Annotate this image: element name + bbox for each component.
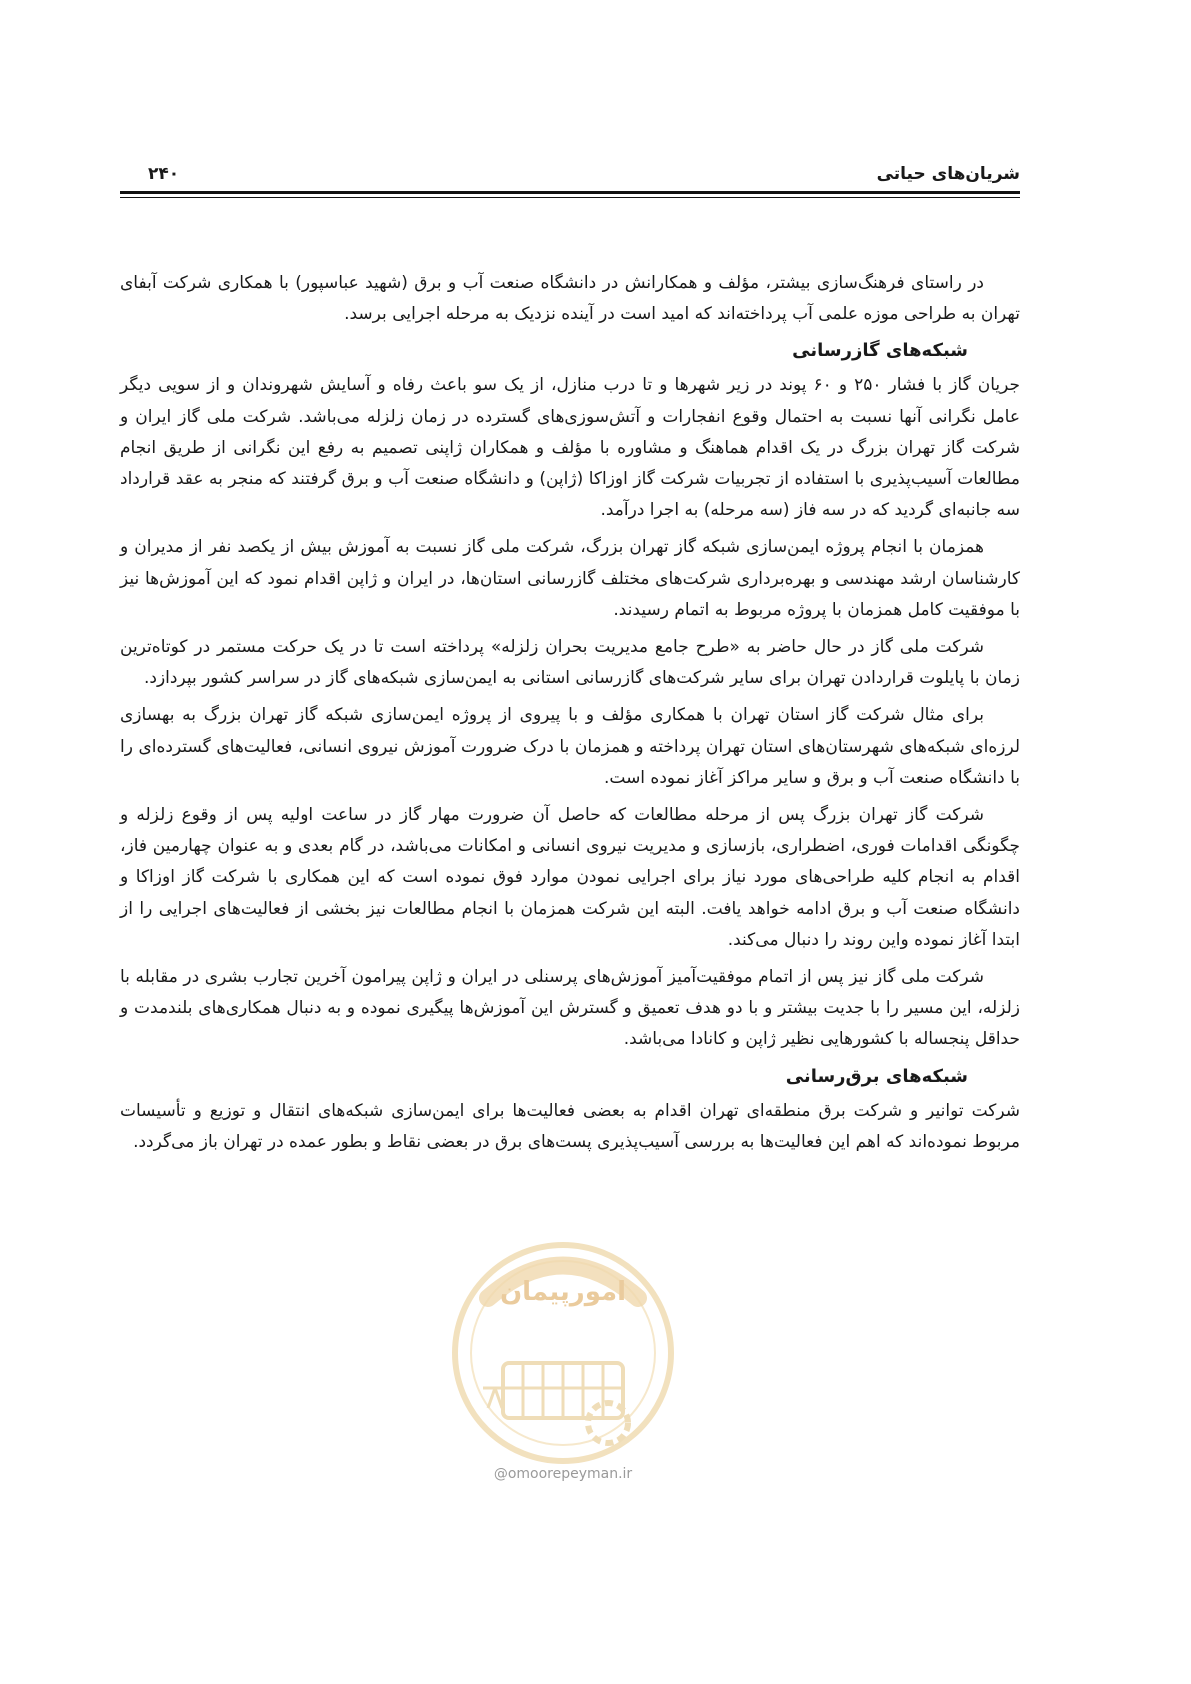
page-header [120, 160, 1020, 190]
paragraph-gas-master-plan: شرکت ملی گاز در حال حاضر به «طرح جامع مدیریت بحران زلزله» پرداخته است تا در یک حرکت مستمر در کوتاه‌ترین زمان با پایلوت قراردادن تهران برای سایر شرکت‌های گازرسانی استانی به ایمن‌سازی شبکه‌های گاز در سراسر کشور بپردازد. [120, 637, 1020, 689]
section-heading-power-networks: شبکه‌های برق‌رسانی [785, 1065, 968, 1087]
paragraph-gas-tehran-province: برای مثال شرکت گاز استان تهران با همکاری مؤلف و با پیروی از پروژه ایمن‌سازی شبکه گاز تهران بزرگ به بهسازی لرزه‌ای شبکه‌های شهرستان‌های استان تهران پرداخته و همزمان با درک ضرورت آموزش نیروی انسانی، فعالیت‌های گسترده‌ای را با دانشگاه صنعت آب و برق و سایر مراکز آغاز نموده است. [120, 705, 1020, 788]
paragraph-gas-tehran-phases: شرکت گاز تهران بزرگ پس از مرحله مطالعات که حاصل آن ضرورت مهار گاز در ساعت اولیه پس از وقوع زلزله و چگونگی اقدامات فوری، اضطراری، بازسازی و مدیریت نیروی انسانی و امکانات می‌باشد، در گام بعدی و به عنوان چهارمین فاز، اقدام به انجام کلیه طراحی‌های مورد نیاز برای اجرایی نمودن موارد فوق نموده است که این همکاری با شرکت گاز اوزاکا و دانشگاه صنعت آب و برق ادامه خواهد یافت. البته این شرکت همزمان با انجام مطالعات نیز بخشی از فعالیت‌های اجرایی را از ابتدا آغاز نموده واین روند را دنبال می‌کند. [120, 805, 1020, 950]
watermark-logo [448, 1238, 678, 1468]
paragraph-gas-intro: جریان گاز با فشار ۲۵۰ و ۶۰ پوند در زیر شهرها و تا درب منازل، از یک سو باعث رفاه و آسایش شهروندان و از سویی دیگر عامل نگرانی آنها نسبت به احتمال وقوع انفجارات و آتش‌سوزی‌های گسترده در زمان زلزله می‌باشد. شرکت ملی گاز ایران و شرکت گاز تهران بزرگ در یک اقدام هماهنگ و مشاوره با مؤلف و همکاران ژاپنی تصمیم به رفع این نگرانی از طریق انجام مطالعات آسیب‌پذیری با استفاده از تجربیات شرکت گاز اوزاکا (ژاپن) و دانشگاه صنعت آب و برق گرفتند که منجر به عقد قرارداد سه جانبه‌ای گردید که در سه فاز (سه مرحله) به اجرا درآمد. [120, 375, 1020, 521]
running-title: شریان‌های حیاتی [876, 164, 1020, 184]
section-heading-gas-networks: شبکه‌های گازرسانی [792, 340, 968, 362]
paragraph-gas-training: همزمان با انجام پروژه ایمن‌سازی شبکه گاز تهران بزرگ، شرکت ملی گاز نسبت به آموزش بیش از یکصد نفر از مدیران و کارشناسان ارشد مهندسی و بهره‌برداری شرکت‌های مختلف گازرسانی استان‌ها، در ایران و ژاپن اقدام نمود که این آموزش‌ها نیز با موفقیت کامل همزمان با پروژه مربوط به اتمام رسیدند. [120, 537, 1020, 620]
watermark-url: @omoorepeyman.ir [493, 1466, 633, 1482]
header-rule-thick [120, 191, 1020, 194]
page-number: ۲۴۰ [148, 164, 180, 184]
watermark-logo-lettering: امورپیمان [499, 1277, 627, 1307]
paragraph-gas-national-training: شرکت ملی گاز نیز پس از اتمام موفقیت‌آمیز آموزش‌های پرسنلی در ایران و ژاپن پیرامون آخرین تجارب بشری در مقابله با زلزله، این مسیر را با جدیت بیشتر و با دو هدف تعمیق و گسترش این آموزش‌ها پیگیری نموده و به دنبال همکاری‌های بلندمدت و حداقل پنجساله با کشورهایی نظیر ژاپن و کانادا می‌باشد. [120, 967, 1020, 1050]
paragraph-power: شرکت توانیر و شرکت برق منطقه‌ای تهران اقدام به بعضی فعالیت‌ها برای ایمن‌سازی شبکه‌های انتقال و توزیع و تأسیسات مربوط نموده‌اند که اهم این فعالیت‌ها به بررسی آسیب‌پذیری پست‌های برق در بعضی نقاط و بطور عمده در تهران باز می‌گردد. [120, 1100, 1020, 1152]
paragraph-culture: در راستای فرهنگ‌سازی بیشتر، مؤلف و همکارانش در دانشگاه صنعت آب و برق (شهید عباسپور) با همکاری شرکت آبفای تهران به طراحی موزه علمی آب پرداخته‌اند که امید است در آینده نزدیک به مرحله اجرایی برسد. [120, 273, 1020, 325]
header-rule-thin [120, 197, 1020, 198]
body-text [120, 268, 1020, 1164]
